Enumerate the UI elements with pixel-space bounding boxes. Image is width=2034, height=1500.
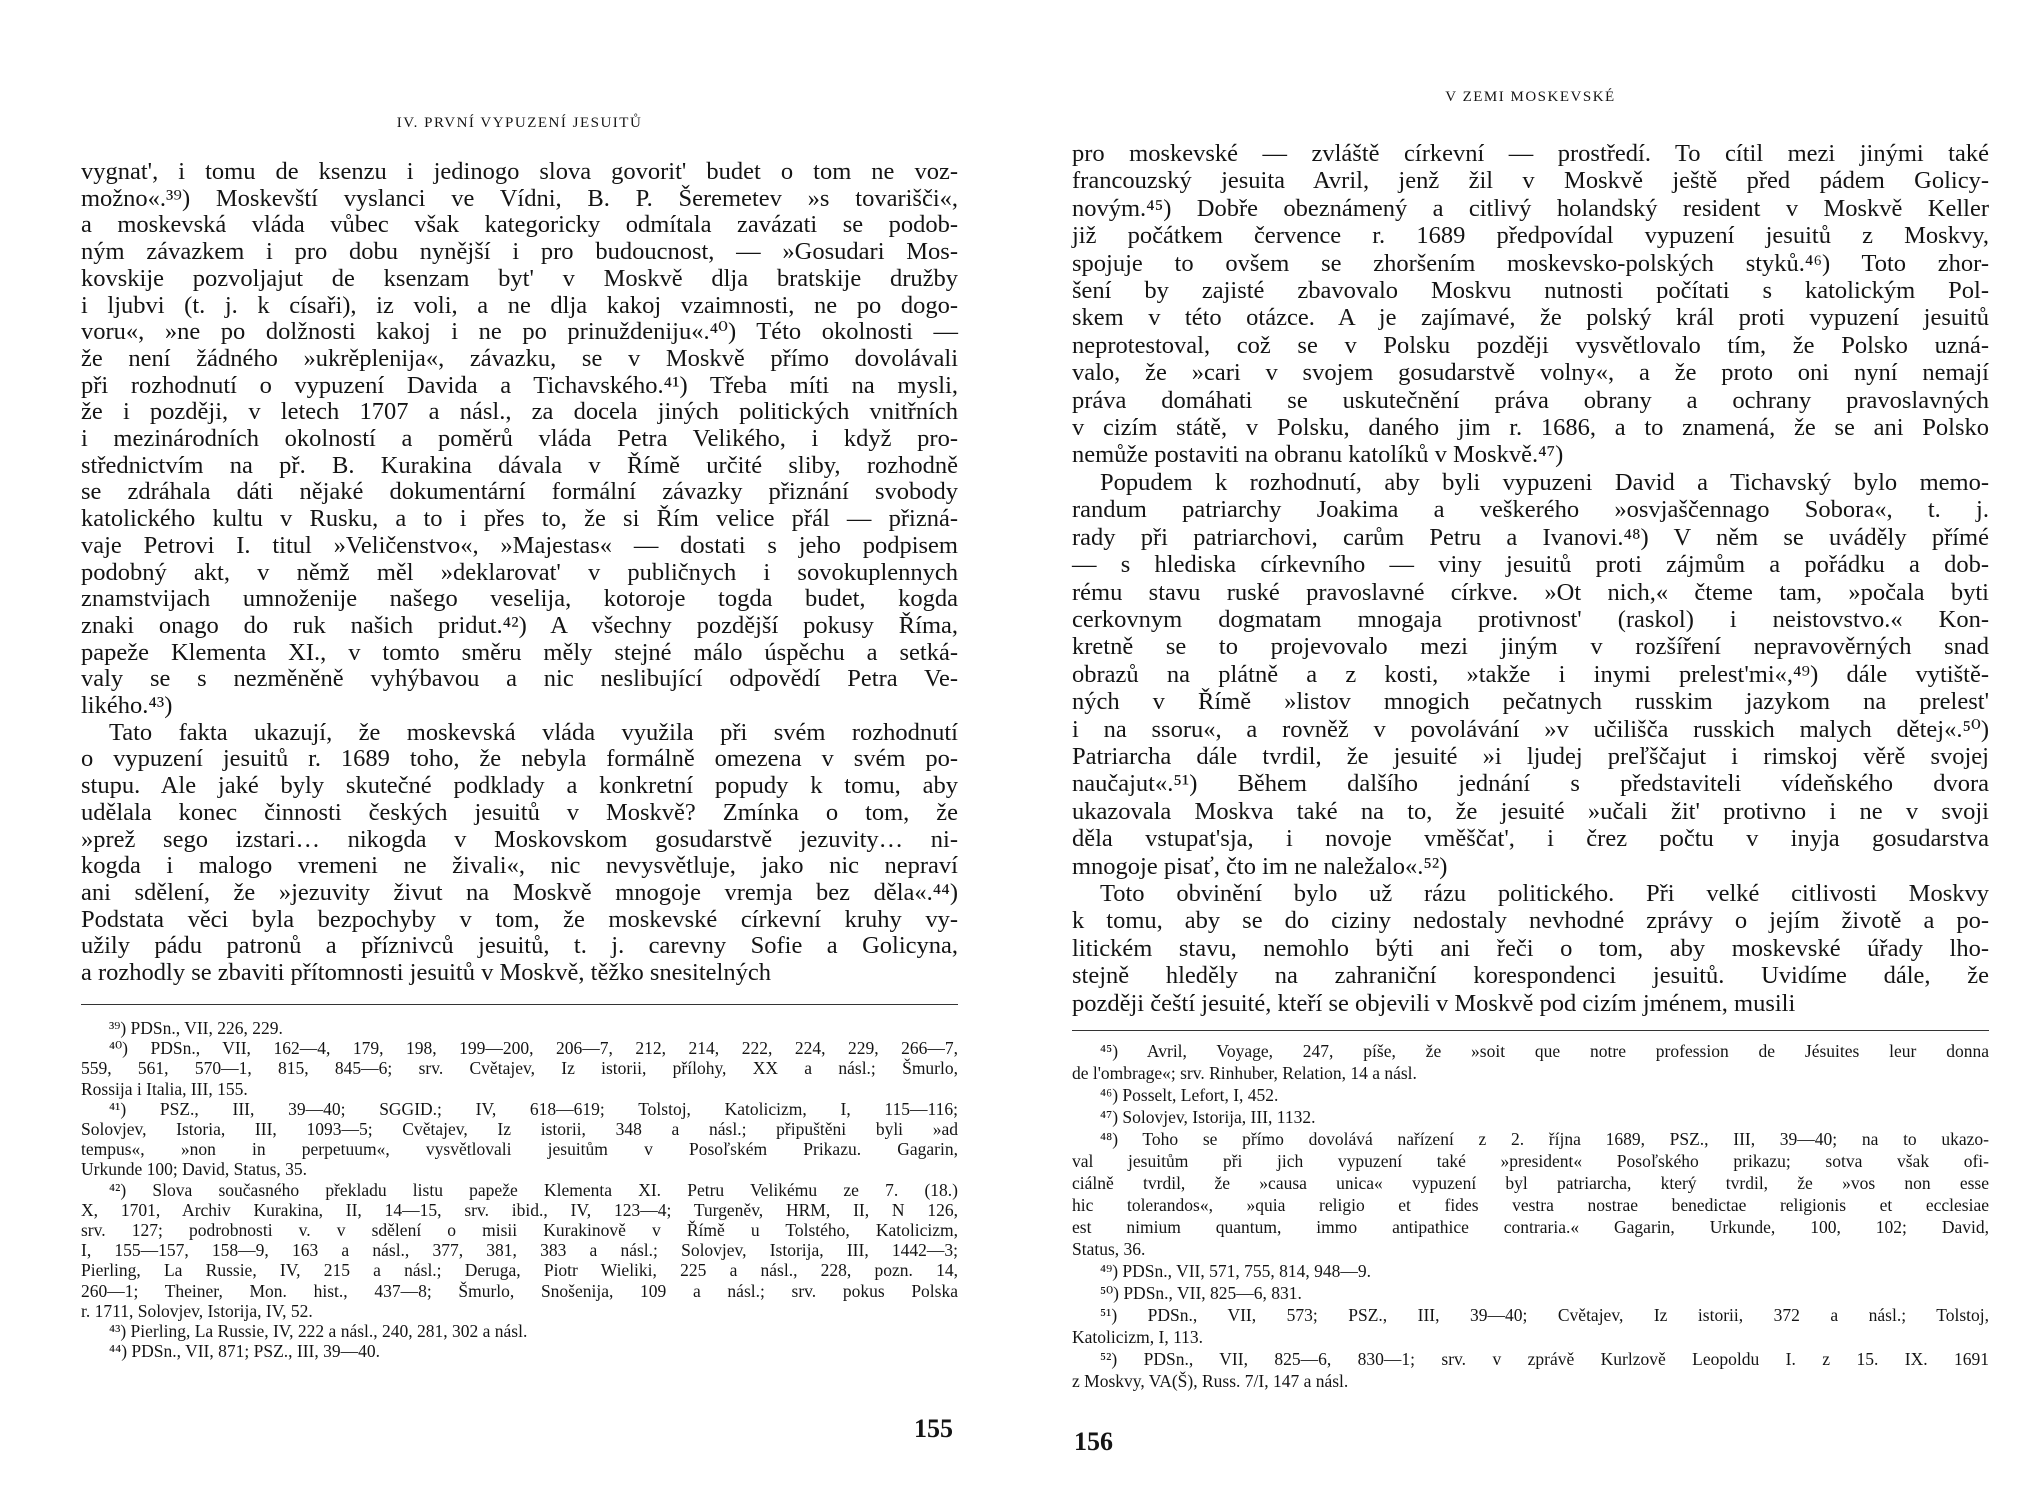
text-line: papeže Klementa XI., v tomto směru měly stejné málo úspěchu a setká- [81, 638, 958, 666]
text-line: voru«, »ne po dolžnosti kakoj i ne po prinuždeniju«.⁴⁰) Této okolnosti — [81, 318, 958, 346]
footnote [1072, 1304, 1989, 1348]
text-line: kretně se to projevovalo mezi jiným v rozšíření nepravověrných snad [1072, 633, 1989, 661]
text-line: likého.⁴³) [81, 692, 173, 720]
footnote-line: ³⁹) PDSn., VII, 226, 229. [109, 1018, 283, 1038]
paragraph [81, 159, 958, 720]
footnote [1072, 1282, 1989, 1304]
text-line: nemůže postaviti na obranu katolíků v Moskvě.⁴⁷) [1072, 441, 1564, 469]
footnote-line: ⁴⁸) Toho se přímo dovolává nařízení z 2. října 1689, PSZ., III, 39—40; na to ukazo- [1100, 1129, 1989, 1149]
page-number-left: 155 [914, 1414, 953, 1443]
text-line: vaje Petrovi I. titul »Veličenstvo«, »Majestas« — dostati s jeho podpisem [81, 531, 958, 559]
text-line: i na ssoru«, a rovněž v povolávání »v učilišča russkich malych dětej«.⁵⁰) [1072, 715, 1989, 743]
text-line: rady při patriarchovi, carům Petru a Ivanovi.⁴⁸) V něm se uváděly přímé [1072, 523, 1989, 551]
footnote [1072, 1106, 1989, 1128]
text-line: mnogoje pisať, čto im ne naležalo«.⁵²) [1072, 852, 1448, 880]
footnote-line: ⁴⁰) PDSn., VII, 162—4, 179, 198, 199—200, 206—7, 212, 214, 222, 224, 229, 266—7, [109, 1038, 958, 1059]
text-line: že i později, v letech 1707 a násl., za docela jiných politických vnitřních [81, 398, 958, 426]
text-line: Popudem k rozhodnutí, aby byli vypuzeni David a Tichavský bylo memo- [1100, 468, 1989, 496]
footnote [1072, 1260, 1989, 1282]
footnote-divider-right [1072, 1030, 1989, 1031]
left-page-footnotes [81, 1018, 958, 1361]
footnote-line: ⁴³) Pierling, La Russie, IV, 222 a násl., 240, 281, 302 a násl. [109, 1321, 528, 1342]
footnote-line: Pierling, La Russie, IV, 215 a násl.; Deruga, Piotr Wieliki, 225 a násl., 228, pozn. 14, [81, 1260, 958, 1281]
footnote [1072, 1040, 1989, 1084]
text-line: znaki onago do ruk našich pridut.⁴²) A všechny pozdější pokusy Říma, [81, 611, 958, 639]
text-line: rému stavu ruské pravoslavné církve. »Ot nich,« čteme tam, »počala byti [1072, 578, 1989, 606]
text-line: kogda i malogo vremeni ne živali«, nic nevysvětluje, jako nic nepraví [81, 852, 958, 880]
running-head-left: IV. PRVNÍ VYPUZENÍ JESUITŮ [396, 115, 643, 131]
text-line: možno«.³⁹) Moskevští vyslanci ve Vídni, B. P. Šeremetev »s tovarišči«, [81, 184, 958, 212]
text-line: o vypuzení jesuitů r. 1689 toho, že nebyla formálně omezena v svém po- [81, 745, 958, 773]
footnote-line: ⁴⁴) PDSn., VII, 871; PSZ., III, 39—40. [109, 1341, 380, 1362]
text-line: a moskevská vláda vůbec však kategoricky odmítala zavázati se podob- [81, 211, 958, 239]
text-line: Patriarcha dále tvrdil, že jesuité »i ljudej preľščajut i rimskoj věrě svojej [1072, 742, 1989, 770]
running-head-right: V ZEMI MOSKEVSKÉ [1445, 89, 1616, 105]
text-line: ukazovala Moskva také na to, že jesuité »učali žit' protivno i ne v svoji [1072, 797, 1989, 825]
paragraph [1072, 140, 1989, 469]
footnote [1072, 1128, 1989, 1260]
text-line: děla vstupat'sja, i novoje vměščat', i črez počtu v inyja gosudarstva [1072, 825, 1989, 853]
text-line: šení by zajisté zbavovalo Moskvu nutnosti počítati s katolickým Pol- [1072, 277, 1989, 305]
footnote-line: ⁴⁷) Solovjev, Istorija, III, 1132. [1100, 1107, 1316, 1127]
footnote-line: de l'ombrage«; srv. Rinhuber, Relation, 14 a násl. [1072, 1063, 1417, 1083]
text-line: — s hlediska církevního — viny jesuitů proti zájmům a pořádku a dob- [1072, 551, 1989, 579]
text-line: ných v Římě »listov mnogich pečatnych russkim jazykom na prelest' [1072, 688, 1989, 716]
footnote-line: Solovjev, Istoria, III, 1093—5; Cvětajev, Iz istorii, 348 a násl.; připuštěni byli »ad [81, 1119, 958, 1140]
left-page-body [81, 159, 958, 987]
footnote [81, 1099, 958, 1180]
text-line: kovskije pozvoljajut de ksenzam byt' v Moskvě dlja bratskije družby [81, 264, 958, 292]
footnote-line: I, 155—157, 158—9, 163 a násl., 377, 381, 383 a násl.; Solovjev, Istorija, III, 1442—3; [81, 1240, 958, 1261]
right-page-body [1072, 140, 1989, 1017]
text-line: Tato fakta ukazují, že moskevská vláda využila při svém rozhodnutí [109, 718, 958, 746]
paragraph [81, 720, 958, 987]
footnote-line: Katolicizm, I, 113. [1072, 1327, 1204, 1347]
text-line: udělala konec činnosti českých jesuitů v Moskvě? Zmínka o tom, že [81, 798, 958, 826]
footnote-line: ⁵¹) PDSn., VII, 573; PSZ., III, 39—40; Cvětajev, Iz istorii, 372 a násl.; Tolstoj, [1100, 1305, 1989, 1325]
footnote [1072, 1084, 1989, 1106]
text-line: »prež sego izstari… nikogda v Moskovskom gosudarstvě jezuvity… ni- [81, 825, 958, 853]
footnote-line: ⁴⁵) Avril, Voyage, 247, píše, že »soit que notre profession de Jésuites leur donna [1100, 1041, 1989, 1061]
text-line: a rozhodly se zbaviti přítomnosti jesuitů v Moskvě, těžko snesitelných [81, 959, 771, 987]
page-number-right: 156 [1074, 1427, 1113, 1456]
text-line: obrazů na plátně a z kosti, »takže i inymi prelest'mi«,⁴⁹) dále vytiště- [1072, 660, 1989, 688]
text-line: podobný akt, v němž měl »deklarovat' v publičnych i sovokuplennych [81, 558, 958, 586]
text-line: katolického kultu v Rusku, a to i přes to, že si Řím velice přál — přizná- [81, 505, 958, 533]
text-line: při rozhodnutí o vypuzení Davida a Tichavského.⁴¹) Třeba míti na mysli, [81, 371, 958, 399]
text-line: valy se s nezměněně vyhýbavou a nic neslibující odpovědí Petra Ve- [81, 665, 958, 693]
footnote-line: hic tolerandos«, »quia religio et fides vestra nostrae benedictae religionis et ecclesiae [1072, 1195, 1989, 1215]
text-line: Toto obvinění bylo už rázu politického. Při velké citlivosti Moskvy [1100, 879, 1989, 907]
footnote-line: 559, 561, 570—1, 815, 845—6; srv. Cvětajev, Iz istorii, přílohy, XX a násl.; Šmurlo, [81, 1058, 958, 1079]
text-line: později čeští jesuité, kteří se objevili v Moskvě pod cizím jménem, musili [1072, 989, 1796, 1017]
footnote [81, 1341, 958, 1361]
footnote-line: ⁴¹) PSZ., III, 39—40; SGGID.; IV, 618—619; Tolstoj, Katolicizm, I, 115—116; [109, 1098, 958, 1119]
text-line: pro moskevské — zvláště církevní — prostředí. To cítil mezi jinými také [1072, 140, 1989, 167]
footnote-line: ⁵⁰) PDSn., VII, 825—6, 831. [1100, 1283, 1302, 1303]
text-line: randum patriarchy Joakima a veškerého »osvjaščennago Sobora«, t. j. [1072, 496, 1989, 524]
text-line: stupu. Ale jaké byly skutečné podklady a konkretní popudy k tomu, aby [81, 772, 958, 800]
footnote-line: ⁵²) PDSn., VII, 825—6, 830—1; srv. v zprávě Kurlzově Leopoldu I. z 15. IX. 1691 [1100, 1349, 1989, 1369]
text-line: stejně hleděly na zahraniční korespondenci jesuitů. Uvidíme dále, že [1072, 962, 1989, 990]
footnote-divider-left [81, 1004, 958, 1005]
text-line: že není žádného »ukrěplenija«, závazku, se v Moskvě přímo dovolávali [81, 344, 958, 372]
footnote-line: r. 1711, Solovjev, Istorija, IV, 52. [81, 1300, 313, 1321]
footnote-line: ciálně tvrdil, že »causa unica« vypuzení byl patriarcha, který tvrdil, že »vos non esse [1072, 1173, 1989, 1193]
right-page-footnotes [1072, 1040, 1989, 1392]
text-line: znamstvijach umnoženije našego veselija, kotoroje togda budet, kogda [81, 585, 958, 613]
text-line: vygnat', i tomu de ksenzu i jedinogo slova govorit' budet o tom ne voz- [81, 158, 958, 185]
footnote-line: est nimium quantum, immo antipathice contraria.« Gagarin, Urkunde, 100, 102; David, [1072, 1217, 1989, 1237]
text-line: francouzský jesuita Avril, jenž žil v Moskvě ještě před pádem Golicy- [1072, 167, 1989, 195]
text-line: naučajut«.⁵¹) Během dalšího jednání s představiteli vídeňského dvora [1072, 770, 1989, 798]
text-line: i mezinárodních okolností a poměrů vláda Petra Velikého, i když pro- [81, 425, 958, 453]
footnote-line: Urkunde 100; David, Status, 35. [81, 1159, 308, 1180]
footnote-line: Rossija i Italia, III, 155. [81, 1078, 248, 1099]
footnote-line: ⁴⁹) PDSn., VII, 571, 755, 814, 948—9. [1100, 1261, 1371, 1281]
footnote-line: val jesuitům při jich vypuzení také »president« Posoľského prikazu; sotva však ofi- [1072, 1151, 1989, 1171]
text-line: i ljubvi (t. j. k císaři), iz voli, a ne dlja kakoj vzaimnosti, ne po dogo- [81, 291, 958, 319]
paragraph [1072, 469, 1989, 880]
text-line: v cizím státě, v Polsku, daného jim r. 1686, a to znamená, že se ani Polsko [1072, 414, 1989, 442]
text-line: valo, že »cari v svojem gosudarstvě volny«, a že proto oni nyní nemají [1072, 359, 1989, 387]
footnote-line: srv. 127; podrobnosti v. v sdělení o misii Kurakinově v Římě u Tolstého, Katolicizm, [81, 1220, 958, 1241]
footnote [81, 1038, 958, 1099]
text-line: neprotestoval, což se v Polsku později vysvětlovalo tím, že Polsko uzná- [1072, 331, 1989, 359]
text-line: již počátkem července r. 1689 předpovídal vypuzení jesuitů z Moskvy, [1072, 222, 1989, 250]
text-line: užily pádu patronů a příznivců jesuitů, t. j. carevny Sofie a Golicyna, [81, 932, 958, 960]
text-line: k tomu, aby se do ciziny nedostaly nevhodné zprávy o jejím životě a po- [1072, 907, 1989, 935]
text-line: novým.⁴⁵) Dobře obeznámený a citlivý holandský resident v Moskvě Keller [1072, 194, 1989, 222]
footnote [81, 1018, 958, 1038]
footnote-line: 260—1; Theiner, Mon. hist., 437—8; Šmurlo, Snošenija, 109 a násl.; srv. pokus Polska [81, 1280, 958, 1301]
footnote [1072, 1348, 1989, 1392]
text-line: spojuje to ovšem se zhoršením moskevsko-polských styků.⁴⁶) Toto zhor- [1072, 249, 1989, 277]
footnote-line: ⁴²) Slova současného překladu listu papeže Klementa XI. Petru Velikému ze 7. (18.) [109, 1179, 958, 1200]
paragraph [1072, 880, 1989, 1017]
text-line: cerkovnym dogmatam mnogaja protivnost' (raskol) i neistovstvo.« Kon- [1072, 605, 1989, 633]
text-line: ným závazkem i pro dobu nynější i pro budoucnost, — »Gosudari Mos- [81, 238, 958, 266]
text-line: ani sdělení, že »jezuvity živut na Moskvě mnogoje vremja bez děla«.⁴⁴) [81, 878, 958, 906]
footnote-line: tempus«, »non in perpetuum«, vysvětlovali jesuitům v Posoľském Prikazu. Gagarin, [81, 1139, 958, 1160]
footnote-line: z Moskvy, VA(Š), Russ. 7/I, 147 a násl. [1072, 1371, 1349, 1391]
footnote-line: Status, 36. [1072, 1239, 1146, 1259]
text-line: práva domáhati se uskutečnění práva obrany a ochrany pravoslavných [1072, 386, 1989, 414]
footnote [81, 1321, 958, 1341]
footnote-line: X, 1701, Archiv Kurakina, II, 14—15, srv. ibid., IV, 123—4; Turgeněv, HRM, II, N 126, [81, 1199, 958, 1220]
text-line: litickém stavu, nemohlo býti ani řeči o tom, aby moskevské úřady lho- [1072, 934, 1989, 962]
text-line: Podstata věci byla bezpochyby v tom, že moskevské církevní kruhy vy- [81, 905, 958, 933]
text-line: střednictvím na př. B. Kurakina dávala v Římě určité sliby, rozhodně [81, 451, 958, 479]
footnote-line: ⁴⁶) Posselt, Lefort, I, 452. [1100, 1085, 1279, 1105]
text-line: se zdráhala dáti nějaké dokumentární formální závazky přiznání svobody [81, 478, 958, 506]
text-line: skem v této otázce. A je zajímavé, že polský král proti vypuzení jesuitů [1072, 304, 1989, 332]
footnote [81, 1180, 958, 1321]
